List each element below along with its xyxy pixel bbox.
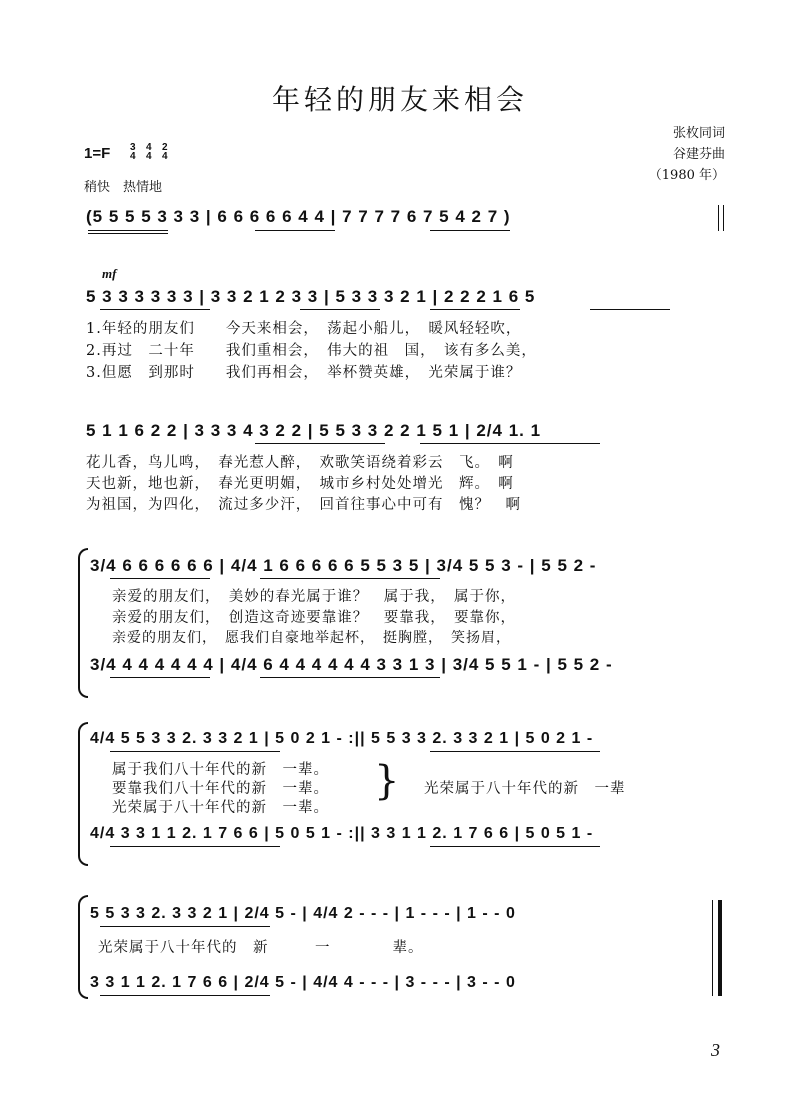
section4-lyric-3: 光荣属于八十年代的新 一辈。 bbox=[112, 800, 329, 816]
section4-lyric-1: 属于我们八十年代的新 一辈。 bbox=[112, 762, 329, 778]
page-number: 3 bbox=[711, 1040, 720, 1060]
time-signature-4-4: 4 4 bbox=[146, 142, 152, 162]
barline bbox=[718, 205, 719, 231]
composer-credit: 谷建芬曲 bbox=[672, 147, 725, 162]
beam bbox=[100, 309, 210, 310]
beam bbox=[590, 309, 670, 310]
section2-lyric-2: 天也新，地也新， 春光更明媚， 城市乡村处处增光 辉。 啊 bbox=[86, 476, 514, 492]
beam bbox=[430, 230, 510, 231]
beam bbox=[300, 309, 380, 310]
lyric-brace: } bbox=[374, 758, 400, 804]
section3-lower-notes: 3/4 4 4 4 4 4 4 | 4/4 6 4 4 4 4 4 4 3 3 1 3 | 3/4 5 5 1 - | 5 5 2 - bbox=[90, 655, 613, 674]
system-bracket bbox=[78, 548, 88, 698]
final-barline-thin bbox=[712, 900, 713, 996]
beam bbox=[430, 846, 600, 847]
beam bbox=[260, 677, 440, 678]
song-title: 年轻的朋友来相会 bbox=[271, 83, 528, 116]
barline bbox=[723, 205, 724, 231]
section4-refrain-lyric: 光荣属于八十年代的新 一辈 bbox=[424, 781, 626, 797]
section1-notes: 5 3 3 3 3 3 3 | 3 3 2 1 2 3 3 | 5 3 3 3 2 1 | 2 2 2 1 6 5 bbox=[86, 287, 536, 306]
lyricist-credit: 张枚同词 bbox=[672, 126, 725, 141]
time-signature-2-4: 2 4 bbox=[162, 142, 168, 162]
section2-notes: 5 1 1 6 2 2 | 3 3 3 4 3 2 2 | 5 5 3 3 2 2 1 5 1 | 2/4 1. 1 bbox=[86, 421, 542, 440]
section3-lyric-2: 亲爱的朋友们， 创造这奇迹要靠谁？ 要靠我， 要靠你， bbox=[112, 610, 516, 626]
dynamic-mark: mf bbox=[102, 266, 117, 281]
section3-lyric-3: 亲爱的朋友们， 愿我们自豪地举起杯， 挺胸膛， 笑扬眉， bbox=[112, 630, 511, 646]
section4-lower-notes: 4/4 3 3 1 1 2. 1 7 6 6 | 5 0 5 1 - :|| 3 3 1 1 2. 1 7 6 6 | 5 0 5 1 - bbox=[90, 825, 594, 842]
system-bracket bbox=[78, 895, 88, 999]
beam bbox=[110, 846, 280, 847]
intro-notes: (5 5 5 5 3 3 3 | 6 6 6 6 6 4 4 | 7 7 7 7 6 7 5 4 2 7 ) bbox=[86, 207, 511, 226]
section1-lyric-3: 3.但愿 到那时 我们再相会， 举杯赞英雄， 光荣属于谁？ bbox=[86, 365, 522, 381]
beam bbox=[110, 578, 210, 579]
year-credit: （1980 年） bbox=[648, 168, 725, 183]
section4-lyric-2: 要靠我们八十年代的新 一辈。 bbox=[112, 781, 329, 797]
beam bbox=[255, 230, 335, 231]
section5-lower-notes: 3 3 1 1 2. 1 7 6 6 | 2/4 5 - | 4/4 4 - - - | 3 - - - | 3 - - 0 bbox=[90, 974, 516, 991]
section2-lyric-3: 为祖国，为四化， 流过多少汗， 回首往事心中可有 愧？ 啊 bbox=[86, 497, 521, 513]
beam bbox=[430, 751, 600, 752]
beam bbox=[110, 751, 280, 752]
tempo-marking: 稍快 热情地 bbox=[84, 180, 163, 195]
section2-lyric-1: 花儿香，鸟儿鸣， 春光惹人醉， 欢歌笑语绕着彩云 飞。 啊 bbox=[86, 455, 514, 471]
section1-lyric-1: 1.年轻的朋友们 今天来相会， 荡起小船儿， 暖风轻轻吹， bbox=[86, 321, 522, 337]
section5-lyric: 光荣属于八十年代的 新 一 辈。 bbox=[98, 940, 424, 956]
final-barline-thick bbox=[718, 900, 722, 996]
key-signature: 1=F bbox=[84, 145, 111, 162]
beam bbox=[430, 309, 520, 310]
beam bbox=[260, 578, 440, 579]
beam bbox=[100, 926, 270, 927]
beam bbox=[255, 443, 385, 444]
beam bbox=[420, 443, 600, 444]
section1-lyric-2: 2.再过 二十年 我们重相会， 伟大的祖 国， 该有多么美， bbox=[86, 343, 537, 359]
beam bbox=[88, 233, 168, 234]
beam bbox=[110, 677, 210, 678]
system-bracket bbox=[78, 722, 88, 866]
beam bbox=[100, 995, 270, 996]
time-signature-3-4: 3 4 bbox=[130, 142, 136, 162]
section3-upper-notes: 3/4 6 6 6 6 6 6 | 4/4 1 6 6 6 6 6 5 5 3 5 | 3/4 5 5 3 - | 5 5 2 - bbox=[90, 556, 597, 575]
section5-upper-notes: 5 5 3 3 2. 3 3 2 1 | 2/4 5 - | 4/4 2 - - - | 1 - - - | 1 - - 0 bbox=[90, 905, 516, 922]
section4-upper-notes: 4/4 5 5 3 3 2. 3 3 2 1 | 5 0 2 1 - :|| 5 5 3 3 2. 3 3 2 1 | 5 0 2 1 - bbox=[90, 730, 594, 747]
beam bbox=[88, 230, 168, 231]
section3-lyric-1: 亲爱的朋友们， 美妙的春光属于谁？ 属于我， 属于你， bbox=[112, 589, 516, 605]
